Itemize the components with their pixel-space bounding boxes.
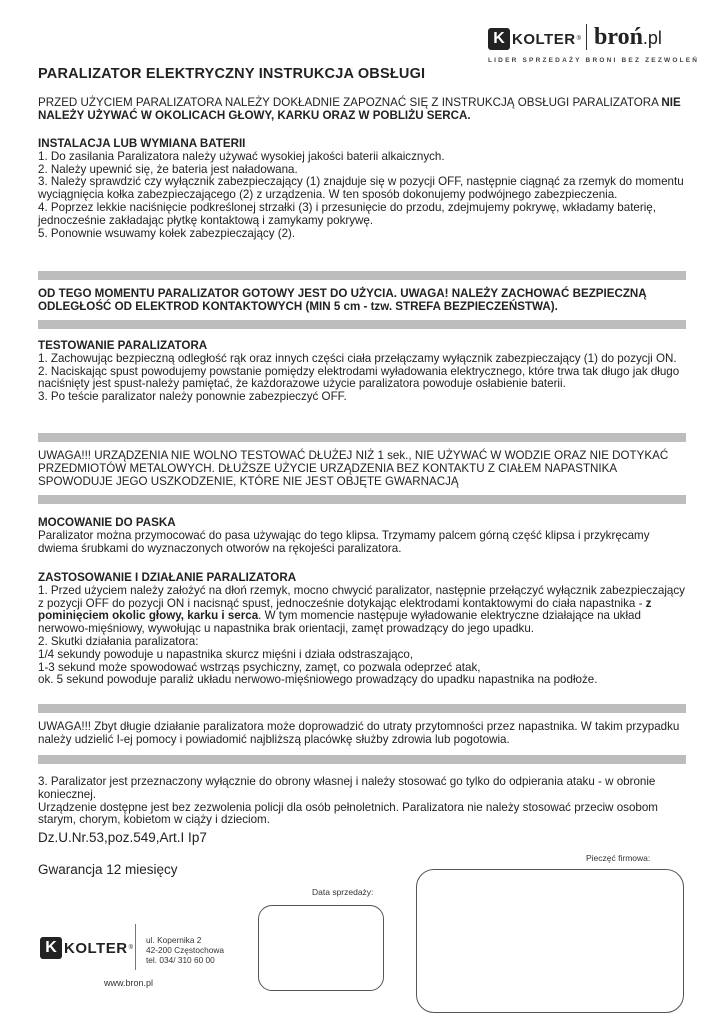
testing-warning: UWAGA!!! URZĄDZENIA NIE WOLNO TESTOWAĆ DŁUŻEJ NIŻ 1 sek., NIE UŻYWAĆ W WODZIE ORAZ NIE DOTYKAĆ PRZEDMIOTÓW METALOWYCH. DŁUŻSZE UŻYCIE URZĄDZENIA BEZ KONTAKTU Z CIAŁEM NAPASTNIKA SPOWODUJE JEGO USZKODZENIE, KTÓRE NIE JEST OBJĘTE GWARNACJĄ	[38, 449, 669, 488]
footer-divider	[135, 924, 136, 970]
battery-item: 5. Ponownie wsuwamy kołek zabezpieczający (2).	[38, 226, 296, 240]
final-text: Urządzenie dostępne jest bez zezwolenia policji dla osób pełnoletnich. Paralizatora nie należy stosować przeciw osobom starym, chorym, kobietom w ciąży i dzieciom.	[38, 800, 658, 827]
divider-bar	[38, 320, 686, 329]
divider-bar	[38, 271, 686, 280]
header-logo	[488, 24, 700, 68]
registered-mark: ®	[576, 36, 581, 42]
page-title: PARALIZATOR ELEKTRYCZNY INSTRUKCJA OBSŁUGI	[38, 66, 426, 82]
kolter-wordmark: KOLTER	[512, 30, 576, 48]
battery-section	[38, 138, 686, 240]
registered-mark: ®	[128, 945, 133, 951]
intro-warning	[38, 97, 686, 123]
warranty-label: Gwarancja 12 miesięcy	[38, 862, 178, 877]
divider-bar	[38, 495, 686, 504]
legal-reference: Dz.U.Nr.53,poz.549,Art.I Ip7	[38, 830, 207, 845]
testing-item: 2. Naciskając spust powodujemy powstanie pomiędzy elektrodami wyładowania elektrycznego, które trwa tak długo jak długo naciśnięty jest spust-należy pamiętać, że każdorazowe użycie paralizatora powoduje osłabienie baterii.	[38, 364, 680, 391]
battery-item: 3. Należy sprawdzić czy wyłącznik zabezpieczający (1) znajduje się w pozycji OFF, następnie ciągnąć za rzemyk do momentu wyciągnięcia kołka zabezpieczającego (2) z urządzenia. W ten sposób dokonujemy podwójnego zabezpieczenia.	[38, 175, 684, 202]
usage-heading: ZASTOSOWANIE I DZIAŁANIE PARALIZATORA	[38, 571, 297, 584]
belt-section	[38, 517, 686, 555]
footer-logo	[40, 937, 133, 959]
intro-bold-text: NIE NALEŻY UŻYWAĆ W OKOLICACH GŁOWY, KARKU ORAZ W POBLIŻU SERCA.	[38, 96, 681, 122]
battery-item: 4. Poprzez lekkie naciśnięcie podkreślonej strzałki (3) i przesunięcie do przodu, zdejmujemy pokrywę, wkładamy baterię, jednocześnie zakładając płytkę kontaktową i zamykamy pokrywę.	[38, 200, 656, 227]
battery-item: 1. Do zasilania Paralizatora należy używać wysokiej jakości baterii alkaicznych.	[38, 149, 445, 163]
battery-heading: INSTALACJA LUB WYMIANA BATERII	[38, 137, 246, 150]
usage-section	[38, 572, 686, 687]
sale-date-label: Data sprzedaży:	[312, 887, 374, 897]
stamp-box	[416, 869, 684, 1013]
address-city: 42-200 Częstochowa	[146, 945, 224, 955]
usage-bold-text: z pominięciem okolic głowy, karku i serca	[38, 596, 652, 623]
usage-item: 1-3 sekund może spowodować wstrząs psychiczny, zamęt, co pozwala odeprzeć atak,	[38, 660, 481, 674]
stamp-label: Pieczęć firmowa:	[586, 853, 651, 863]
sale-date-box	[258, 905, 384, 991]
belt-heading: MOCOWANIE DO PASKA	[38, 516, 176, 529]
usage-item	[38, 585, 686, 636]
usage-item: ok. 5 sekund powoduje paraliż układu nerwowo-mięśniowego prowadzący do upadku napastnika na podłoże.	[38, 673, 598, 687]
kolter-wordmark: KOLTER	[64, 939, 128, 957]
final-text: 3. Paralizator jest przeznaczony wyłącznie do obrony własnej i należy stosować go tylko do odpierania ataku - w obronie koniecznej.	[38, 775, 656, 801]
bron-logo	[594, 24, 662, 51]
testing-section	[38, 340, 686, 404]
kolter-k-icon: K	[40, 937, 62, 959]
bron-domain: .pl	[642, 28, 662, 48]
footer-address	[146, 935, 224, 965]
address-street: ul. Kopernika 2	[146, 935, 202, 945]
kolter-k-icon: K	[488, 28, 510, 50]
usage-item: 1/4 sekundy powoduje u napastnika skurcz mięśni i działa odstraszająco,	[38, 647, 414, 661]
usage-item: 2. Skutki działania paralizatora:	[38, 634, 199, 648]
address-phone: tel. 034/ 310 60 00	[146, 955, 215, 965]
bron-wordmark: broń	[594, 24, 643, 50]
final-section	[38, 776, 686, 827]
tagline: LIDER SPRZEDAŻY BRONI BEZ ZEZWOLEŃ	[488, 57, 700, 64]
website-link[interactable]: www.bron.pl	[104, 978, 154, 988]
divider-bar	[38, 704, 686, 713]
kolter-logo	[488, 28, 581, 50]
divider-bar	[38, 433, 686, 442]
logo-divider	[586, 24, 587, 50]
intro-text: PRZED UŻYCIEM PARALIZATORA NALEŻY DOKŁADNIE ZAPOZNAĆ SIĘ Z INSTRUKCJĄ OBSŁUGI PARALIZATORA	[38, 96, 662, 109]
testing-item: 1. Zachowując bezpieczną odległość rąk oraz innych części ciała przełączamy wyłącznik zabezpieczający (1) do pozycji ON.	[38, 351, 677, 365]
usage-text: . W tym momencie następuje wyładowanie elektryczne działające na układ nerwowo-mięśniowy, wywołując u napastnika brak orientacji, zamęt prowadzący do jego upadku.	[38, 609, 641, 636]
divider-bar	[38, 755, 686, 764]
battery-item: 2. Należy upewnić się, że bateria jest naładowana.	[38, 162, 298, 176]
health-warning: UWAGA!!! Zbyt długie działanie paralizatora może doprowadzić do utraty przytomności przez napastnika. W takim przypadku należy udzielić I-ej pomocy i powiadomić najbliższą placówkę służby zdrowia lub pogotowia.	[38, 720, 680, 746]
belt-text: Paralizator można przymocować do pasa używając do tego klipsa. Trzymamy palcem górną część klipsa i przykręcamy dwiema śrubkami do wyznaczonych otworów na rękojeści paralizatora.	[38, 528, 650, 555]
ready-warning: OD TEGO MOMENTU PARALIZATOR GOTOWY JEST DO UŻYCIA. UWAGA! NALEŻY ZACHOWAĆ BEZPIECZNĄ ODLEGŁOŚĆ OD ELEKTROD KONTAKTOWYCH (MIN 5 cm - tzw. STREFA BEZPIECZEŃSTWA).	[38, 287, 647, 313]
testing-item: 3. Po teście paralizator należy ponownie zabezpieczyć OFF.	[38, 390, 347, 404]
testing-heading: TESTOWANIE PARALIZATORA	[38, 339, 208, 352]
usage-text: 1. Przed użyciem należy założyć na dłoń rzemyk, mocno chwycić paralizator, następnie przełączyć wyłącznik zabezpieczający z pozycji OFF do pozycji ON i nacisnąć spust, jednocześnie dotykając elektrodami kontaktowymi do ciała napastnika -	[38, 583, 685, 610]
